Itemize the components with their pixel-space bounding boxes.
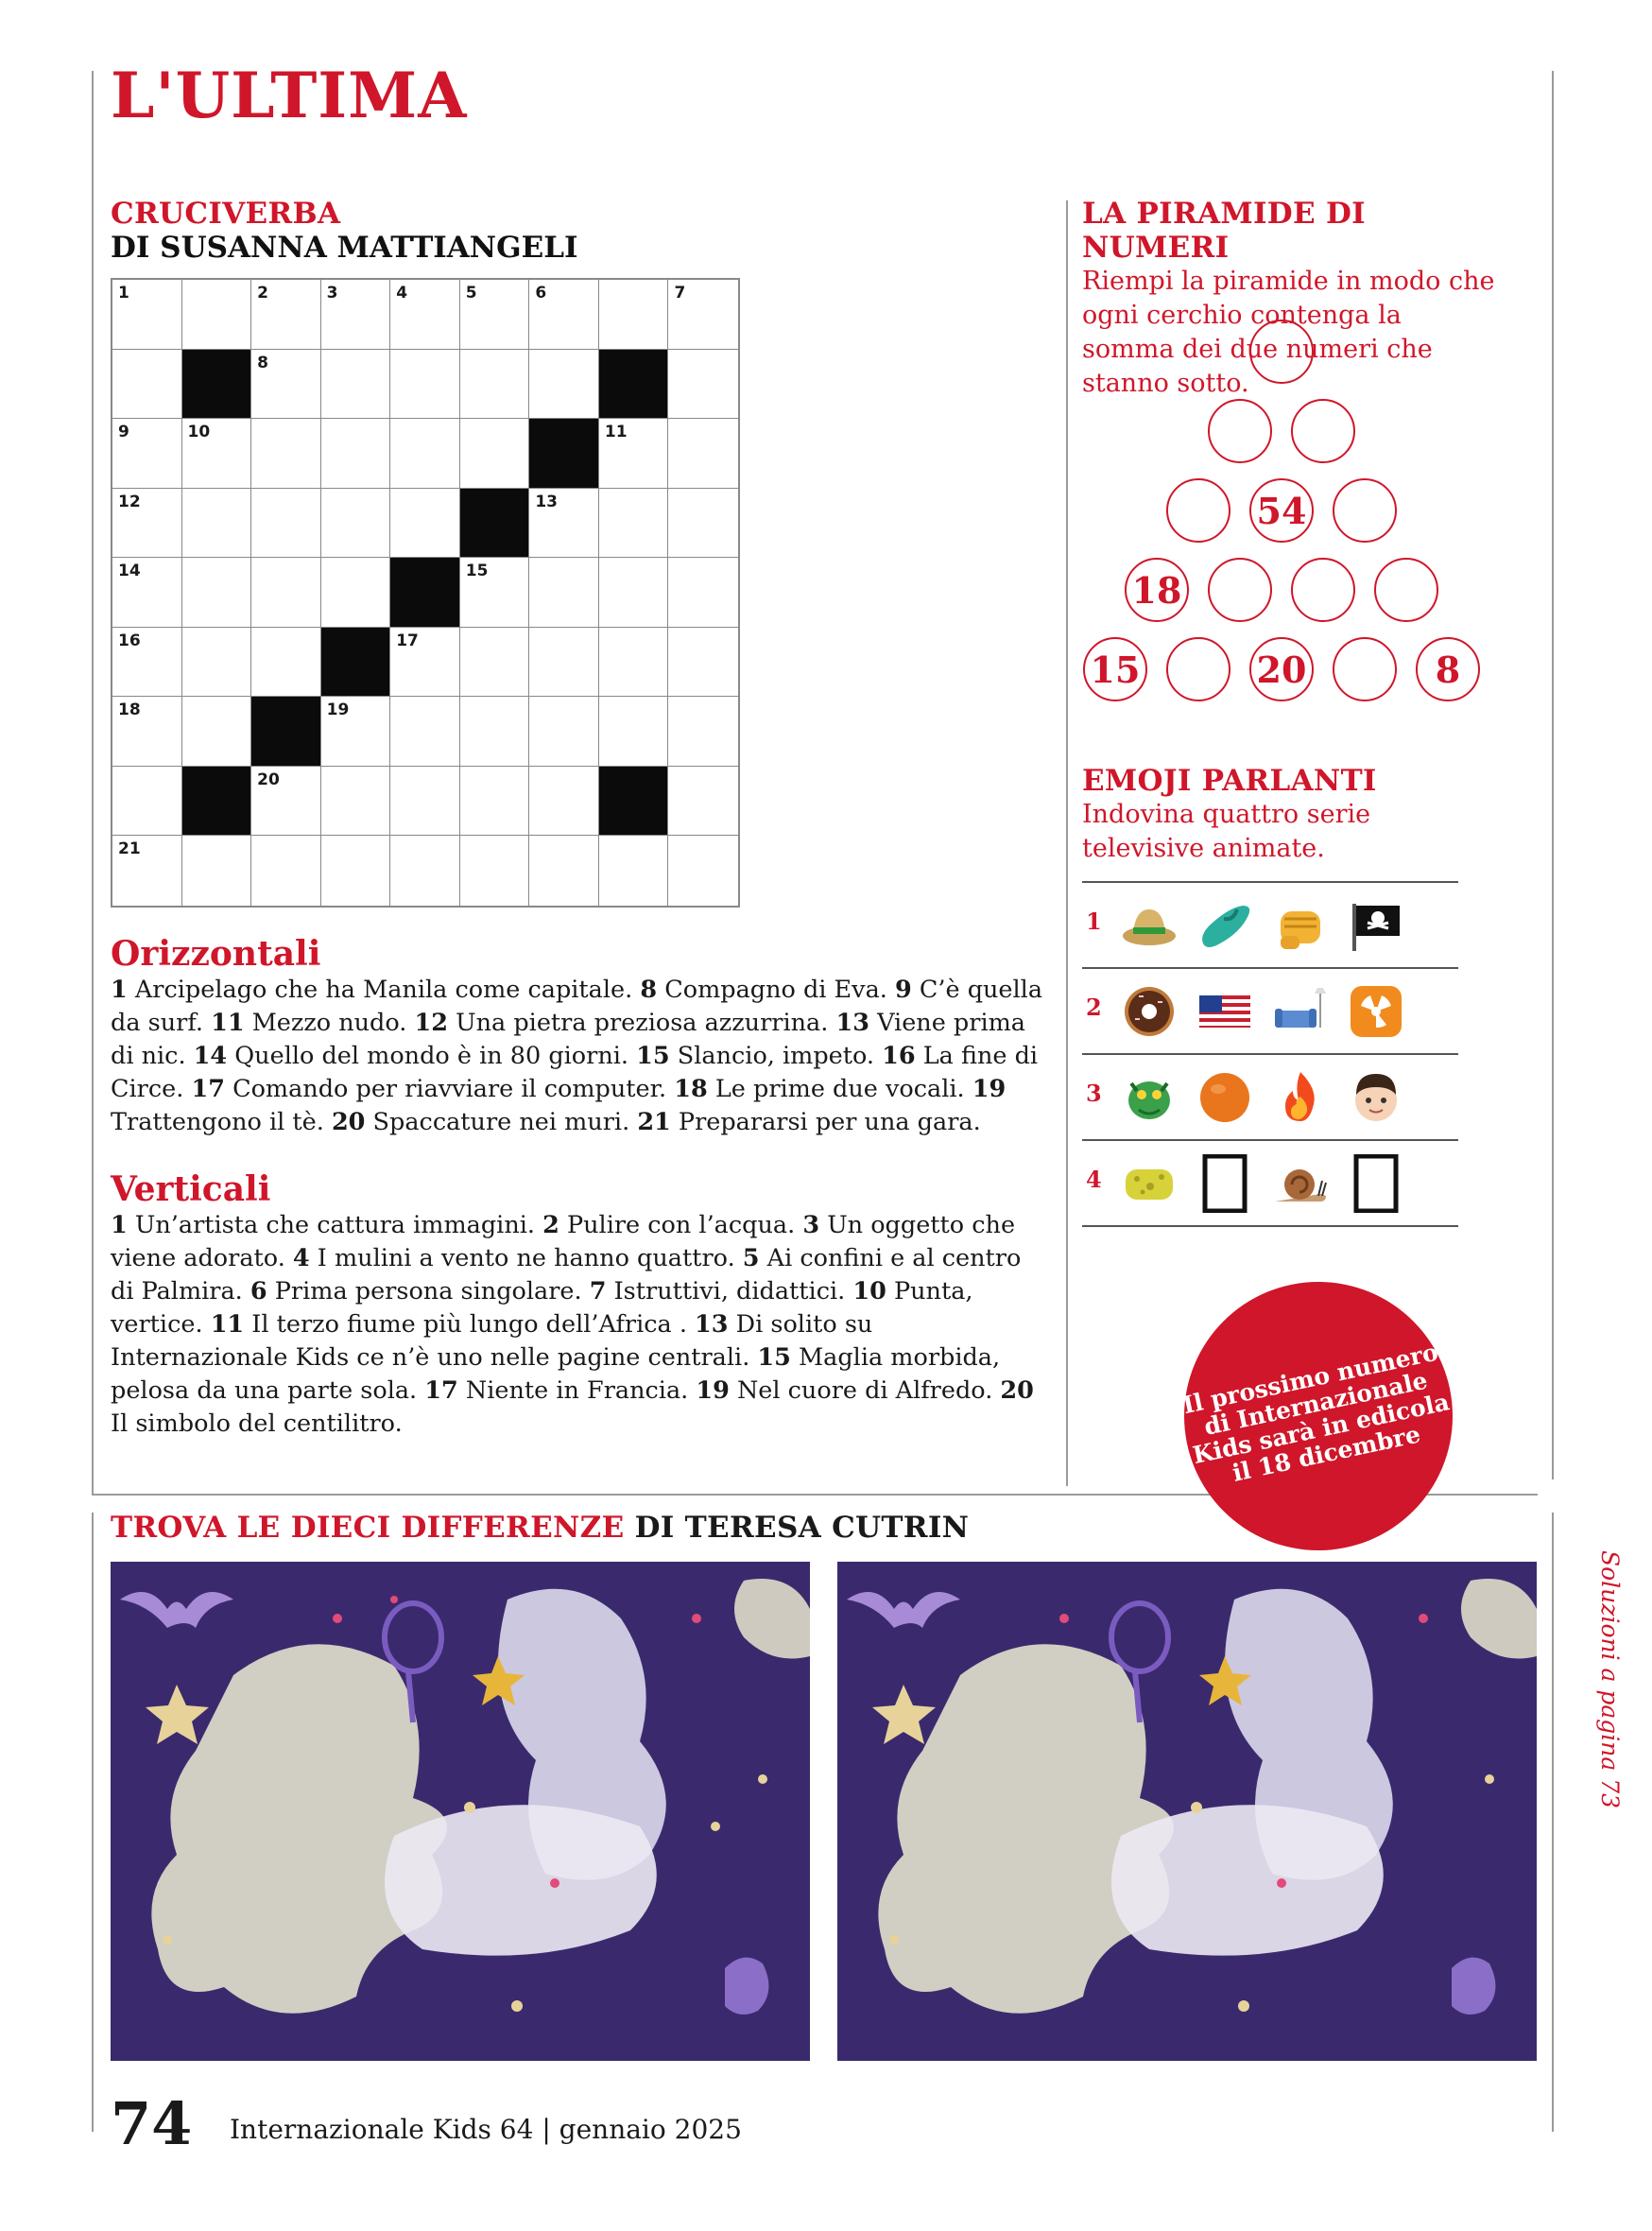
crossword-cell[interactable] bbox=[529, 628, 599, 698]
crossword-clue-number: 2 bbox=[257, 284, 268, 303]
crossword-black-cell bbox=[460, 489, 530, 559]
crossword-black-cell bbox=[599, 350, 669, 420]
fist-icon bbox=[1271, 896, 1330, 955]
pyramid-empty-circle[interactable] bbox=[1208, 558, 1272, 622]
footer-left-rule bbox=[92, 1513, 94, 2132]
crossword-cell[interactable] bbox=[668, 697, 738, 767]
clue-number: 12 bbox=[414, 1009, 449, 1037]
crossword-cell[interactable] bbox=[182, 628, 252, 698]
clue-text: Il simbolo del centilitro. bbox=[111, 1410, 403, 1438]
pyramid-empty-circle[interactable] bbox=[1166, 478, 1230, 543]
crossword-cell[interactable] bbox=[112, 697, 182, 767]
crossword-black-cell bbox=[251, 697, 321, 767]
clue-number: 4 bbox=[292, 1244, 310, 1272]
across-clue-list bbox=[111, 974, 1046, 1139]
crossword-cell[interactable] bbox=[251, 836, 321, 906]
boy-icon bbox=[1347, 1068, 1405, 1127]
donut-icon bbox=[1120, 982, 1179, 1041]
crossword-cell[interactable] bbox=[668, 489, 738, 559]
clue-number: 1 bbox=[111, 976, 128, 1004]
clue-number: 13 bbox=[835, 1009, 869, 1037]
left-margin-rule bbox=[92, 71, 94, 1494]
orange-ball-icon bbox=[1196, 1068, 1254, 1127]
differences-title-red: TROVA LE DIECI DIFFERENZE bbox=[111, 1511, 625, 1545]
dragon-face-icon bbox=[1120, 1068, 1179, 1127]
clue-number: 16 bbox=[882, 1042, 916, 1070]
clue-number: 14 bbox=[193, 1042, 228, 1070]
crossword-cell[interactable] bbox=[390, 350, 460, 420]
emoji-row-number: 4 bbox=[1086, 1166, 1102, 1193]
couch-lamp-icon bbox=[1271, 982, 1330, 1041]
ghosts-illustration-left bbox=[111, 1562, 810, 2061]
crossword-cell[interactable] bbox=[599, 697, 669, 767]
clue-number: 20 bbox=[1000, 1376, 1034, 1405]
crossword-clue-number: 13 bbox=[535, 492, 558, 511]
crossword-cell[interactable] bbox=[112, 836, 182, 906]
crossword-cell[interactable] bbox=[390, 767, 460, 837]
clue-text: Un oggetto che viene adorato. bbox=[111, 1211, 1016, 1272]
clue-text: Pulire con l’acqua. bbox=[566, 1211, 796, 1239]
ghosts-illustration-right bbox=[837, 1562, 1537, 2061]
crossword-cell[interactable] bbox=[529, 697, 599, 767]
crossword-cell[interactable] bbox=[460, 350, 530, 420]
clue-text: Punta, vertice. bbox=[111, 1277, 973, 1339]
clue-number: 21 bbox=[637, 1108, 671, 1136]
differences-picture-left[interactable] bbox=[111, 1562, 810, 2061]
clue-text: Quello del mondo è in 80 giorni. bbox=[234, 1042, 629, 1070]
crossword-cell[interactable] bbox=[182, 697, 252, 767]
crossword-clue-number: 10 bbox=[187, 423, 211, 442]
emoji-row-number: 2 bbox=[1086, 994, 1102, 1021]
crossword-cell[interactable] bbox=[321, 280, 391, 350]
publication-footer: Internazionale Kids 64 | gennaio 2025 bbox=[230, 2114, 742, 2145]
crossword-cell[interactable] bbox=[599, 280, 669, 350]
crossword-clue-number: 20 bbox=[257, 770, 280, 789]
emoji-instructions: Indovina quattro serie televisive animate. bbox=[1082, 800, 1371, 863]
clue-number: 1 bbox=[111, 1211, 128, 1239]
crossword-cell[interactable] bbox=[668, 280, 738, 350]
crossword-cell[interactable] bbox=[112, 280, 182, 350]
fire-icon bbox=[1271, 1068, 1330, 1127]
next-issue-badge bbox=[1179, 1282, 1453, 1550]
crossword-cell[interactable] bbox=[251, 628, 321, 698]
clue-text: I mulini a vento ne hanno quattro. bbox=[317, 1244, 735, 1272]
crossword-cell[interactable] bbox=[460, 280, 530, 350]
crossword-cell[interactable] bbox=[599, 628, 669, 698]
pyramid-empty-circle[interactable] bbox=[1291, 558, 1355, 622]
pyramid-empty-circle[interactable] bbox=[1333, 637, 1397, 701]
emoji-row bbox=[1082, 881, 1458, 968]
pyramid-empty-circle[interactable] bbox=[1291, 399, 1355, 463]
emoji-row bbox=[1082, 1139, 1458, 1226]
down-heading: Verticali bbox=[111, 1169, 271, 1209]
crossword-cell[interactable] bbox=[668, 558, 738, 628]
crossword-cell[interactable] bbox=[460, 767, 530, 837]
crossword-cell[interactable] bbox=[182, 558, 252, 628]
differences-picture-right[interactable] bbox=[837, 1562, 1537, 2061]
crossword-cell[interactable] bbox=[321, 489, 391, 559]
crossword-clue-number: 11 bbox=[604, 423, 628, 442]
differences-byline: DI TERESA CUTRIN bbox=[624, 1511, 970, 1545]
crossword-black-cell bbox=[529, 419, 599, 489]
crossword-cell[interactable] bbox=[390, 836, 460, 906]
emoji-bottom-rule bbox=[1082, 1225, 1458, 1227]
pyramid-empty-circle[interactable] bbox=[1166, 637, 1230, 701]
pyramid-given-circle: 20 bbox=[1249, 637, 1314, 701]
crossword-clue-number: 4 bbox=[396, 284, 408, 303]
crossword-cell[interactable] bbox=[182, 419, 252, 489]
crossword-cell[interactable] bbox=[390, 628, 460, 698]
crossword-cell[interactable] bbox=[390, 419, 460, 489]
crossword-cell[interactable] bbox=[460, 697, 530, 767]
crossword-black-cell bbox=[321, 628, 391, 698]
pyramid-instructions: Riempi la piramide in modo che ogni cerchio contenga la somma dei due numeri che stanno sotto. bbox=[1082, 267, 1495, 398]
emoji-row-number: 1 bbox=[1086, 908, 1102, 935]
clue-number: 11 bbox=[211, 1009, 245, 1037]
crossword-cell[interactable] bbox=[599, 489, 669, 559]
crossword-grid bbox=[111, 278, 740, 908]
flip-flop-icon bbox=[1196, 896, 1254, 955]
pyramid-empty-circle[interactable] bbox=[1374, 558, 1438, 622]
crossword-cell[interactable] bbox=[182, 489, 252, 559]
crossword-black-cell bbox=[599, 767, 669, 837]
crossword-cell[interactable] bbox=[668, 419, 738, 489]
crossword-cell[interactable] bbox=[251, 280, 321, 350]
crossword-clue-number: 15 bbox=[465, 562, 489, 581]
crossword-cell[interactable] bbox=[321, 836, 391, 906]
us-flag-icon bbox=[1196, 982, 1254, 1041]
crossword-cell[interactable] bbox=[112, 628, 182, 698]
clue-number: 15 bbox=[636, 1042, 670, 1070]
clue-text: Ai confini e al centro di Palmira. bbox=[111, 1244, 1022, 1306]
crossword-cell[interactable] bbox=[529, 558, 599, 628]
clue-text: Un’artista che cattura immagini. bbox=[134, 1211, 535, 1239]
snail-icon bbox=[1271, 1154, 1330, 1213]
crossword-header bbox=[111, 197, 578, 265]
crossword-cell[interactable] bbox=[251, 419, 321, 489]
crossword-cell[interactable] bbox=[529, 836, 599, 906]
crossword-cell[interactable] bbox=[112, 489, 182, 559]
differences-title bbox=[111, 1511, 969, 1545]
clue-text: Istruttivi, didattici. bbox=[613, 1277, 846, 1306]
clue-number: 6 bbox=[250, 1277, 267, 1306]
clue-number: 7 bbox=[589, 1277, 607, 1306]
crossword-clue-number: 1 bbox=[118, 284, 129, 303]
clue-number: 19 bbox=[696, 1376, 730, 1405]
clue-number: 3 bbox=[802, 1211, 820, 1239]
crossword-cell[interactable] bbox=[529, 767, 599, 837]
clue-text: Comando per riavviare il computer. bbox=[232, 1075, 667, 1103]
pirate-flag-icon bbox=[1347, 896, 1405, 955]
crossword-cell[interactable] bbox=[529, 350, 599, 420]
page-number: 74 bbox=[111, 2089, 193, 2158]
crossword-cell[interactable] bbox=[112, 558, 182, 628]
crossword-black-cell bbox=[182, 767, 252, 837]
crossword-clue-number: 8 bbox=[257, 353, 268, 372]
clue-text: Niente in Francia. bbox=[465, 1376, 689, 1405]
crossword-cell[interactable] bbox=[668, 350, 738, 420]
clue-text: Mezzo nudo. bbox=[251, 1009, 407, 1037]
crossword-cell[interactable] bbox=[321, 350, 391, 420]
footer-right-rule bbox=[1552, 1513, 1554, 2132]
crossword-cell[interactable] bbox=[599, 558, 669, 628]
clue-text: Prima persona singolare. bbox=[274, 1277, 582, 1306]
pyramid-given-circle: 54 bbox=[1249, 478, 1314, 543]
clue-number: 20 bbox=[331, 1108, 366, 1136]
crossword-clue-number: 14 bbox=[118, 562, 141, 581]
column-divider bbox=[1066, 200, 1068, 1486]
crossword-cell[interactable] bbox=[668, 836, 738, 906]
crossword-cell[interactable] bbox=[251, 767, 321, 837]
crossword-clue-number: 6 bbox=[535, 284, 547, 303]
emoji-row bbox=[1082, 1053, 1458, 1140]
crossword-cell[interactable] bbox=[460, 836, 530, 906]
clue-number: 13 bbox=[695, 1310, 729, 1339]
clue-text: C’è quella da surf. bbox=[111, 976, 1043, 1037]
crossword-cell[interactable] bbox=[390, 489, 460, 559]
crossword-cell[interactable] bbox=[460, 558, 530, 628]
pyramid-given-circle: 8 bbox=[1416, 637, 1480, 701]
crossword-clue-number: 18 bbox=[118, 700, 141, 720]
crossword-kicker: CRUCIVERBA bbox=[111, 197, 341, 231]
crossword-clue-number: 16 bbox=[118, 631, 141, 650]
crossword-cell[interactable] bbox=[112, 767, 182, 837]
clue-text: Nel cuore di Alfredo. bbox=[736, 1376, 993, 1405]
crossword-cell[interactable] bbox=[668, 628, 738, 698]
crossword-cell[interactable] bbox=[460, 628, 530, 698]
solutions-note-text: Soluzioni a pagina 73 bbox=[1596, 1550, 1624, 1809]
crossword-cell[interactable] bbox=[112, 419, 182, 489]
crossword-clue-number: 3 bbox=[326, 284, 338, 303]
pyramid-given-circle: 15 bbox=[1083, 637, 1147, 701]
clue-number: 18 bbox=[674, 1075, 708, 1103]
crossword-black-cell bbox=[182, 350, 252, 420]
clue-text: Le prime due vocali. bbox=[714, 1075, 965, 1103]
clue-number: 11 bbox=[210, 1310, 245, 1339]
clue-text: Il terzo fiume più lungo dell’Africa . bbox=[251, 1310, 687, 1339]
emoji-header bbox=[1082, 764, 1498, 866]
crossword-cell[interactable] bbox=[251, 558, 321, 628]
crossword-cell[interactable] bbox=[321, 697, 391, 767]
clue-text: Spaccature nei muri. bbox=[372, 1108, 630, 1136]
clue-text: La fine di Circe. bbox=[111, 1042, 1039, 1103]
crossword-clue-number: 17 bbox=[396, 631, 419, 650]
clue-number: 15 bbox=[757, 1343, 791, 1372]
across-clues bbox=[111, 934, 1046, 1139]
solutions-note bbox=[1595, 1550, 1633, 2042]
crossword-cell[interactable] bbox=[321, 767, 391, 837]
crossword-clue-number: 21 bbox=[118, 839, 141, 859]
clue-number: 19 bbox=[972, 1075, 1007, 1103]
crossword-cell[interactable] bbox=[599, 419, 669, 489]
clue-number: 10 bbox=[852, 1277, 886, 1306]
emoji-row bbox=[1082, 967, 1458, 1054]
clue-text: Compagno di Eva. bbox=[664, 976, 887, 1004]
crossword-cell[interactable] bbox=[460, 419, 530, 489]
pyramid-title: LA PIRAMIDE DI NUMERI bbox=[1082, 197, 1366, 265]
crossword-black-cell bbox=[390, 558, 460, 628]
crossword-cell[interactable] bbox=[390, 280, 460, 350]
crossword-cell[interactable] bbox=[390, 697, 460, 767]
crossword-clue-number: 19 bbox=[326, 700, 350, 720]
radioactive-icon bbox=[1347, 982, 1405, 1041]
crossword-cell[interactable] bbox=[182, 836, 252, 906]
clue-text: Viene prima di nic. bbox=[111, 1009, 1025, 1070]
crossword-cell[interactable] bbox=[251, 350, 321, 420]
crossword-cell[interactable] bbox=[529, 280, 599, 350]
straw-hat-icon bbox=[1120, 896, 1179, 955]
crossword-byline: DI SUSANNA MATTIANGELI bbox=[111, 231, 578, 265]
crossword-clue-number: 12 bbox=[118, 492, 141, 511]
clue-text: Trattengono il tè. bbox=[111, 1108, 324, 1136]
sponge-icon bbox=[1120, 1154, 1179, 1213]
across-heading: Orizzontali bbox=[111, 934, 321, 974]
right-margin-rule bbox=[1552, 71, 1554, 1479]
clue-number: 9 bbox=[895, 976, 912, 1004]
clue-number: 17 bbox=[191, 1075, 225, 1103]
crossword-cell[interactable] bbox=[529, 489, 599, 559]
crossword-clue-number: 5 bbox=[465, 284, 477, 303]
crossword-clue-number: 9 bbox=[118, 423, 129, 442]
emoji-row-number: 3 bbox=[1086, 1080, 1102, 1107]
pyramid-given-circle: 18 bbox=[1125, 558, 1189, 622]
page-section-title: L'ULTIMA bbox=[111, 59, 468, 132]
pyramid-empty-circle[interactable] bbox=[1249, 320, 1314, 384]
emoji-title: EMOJI PARLANTI bbox=[1082, 764, 1377, 798]
crossword-cell[interactable] bbox=[112, 350, 182, 420]
pyramid-empty-circle[interactable] bbox=[1208, 399, 1272, 463]
pyramid-empty-circle[interactable] bbox=[1333, 478, 1397, 543]
empty-square-icon[interactable] bbox=[1347, 1154, 1405, 1213]
clue-text: Arcipelago che ha Manila come capitale. bbox=[134, 976, 633, 1004]
clue-text: Maglia morbida, pelosa da una parte sola. bbox=[111, 1343, 1001, 1405]
crossword-clue-number: 7 bbox=[674, 284, 686, 303]
crossword-cell[interactable] bbox=[599, 836, 669, 906]
next-issue-text: Il prossimo numero di Internazionale Kids sarà in edicola il 18 dicembre bbox=[1179, 1338, 1453, 1487]
clue-text: Di solito su Internazionale Kids ce n’è uno nelle pagine centrali. bbox=[111, 1310, 873, 1372]
clue-number: 2 bbox=[542, 1211, 559, 1239]
clue-number: 17 bbox=[424, 1376, 458, 1405]
crossword-cell[interactable] bbox=[321, 558, 391, 628]
crossword-cell[interactable] bbox=[321, 419, 391, 489]
crossword-cell[interactable] bbox=[182, 280, 252, 350]
crossword-cell[interactable] bbox=[251, 489, 321, 559]
empty-square-icon[interactable] bbox=[1196, 1154, 1254, 1213]
clue-number: 8 bbox=[640, 976, 658, 1004]
crossword-cell[interactable] bbox=[668, 767, 738, 837]
clue-text: Slancio, impeto. bbox=[677, 1042, 875, 1070]
clue-text: Una pietra preziosa azzurrina. bbox=[456, 1009, 829, 1037]
down-clues bbox=[111, 1169, 1046, 1441]
down-clue-list bbox=[111, 1209, 1046, 1441]
clue-number: 5 bbox=[742, 1244, 760, 1272]
clue-text: Prepararsi per una gara. bbox=[678, 1108, 981, 1136]
